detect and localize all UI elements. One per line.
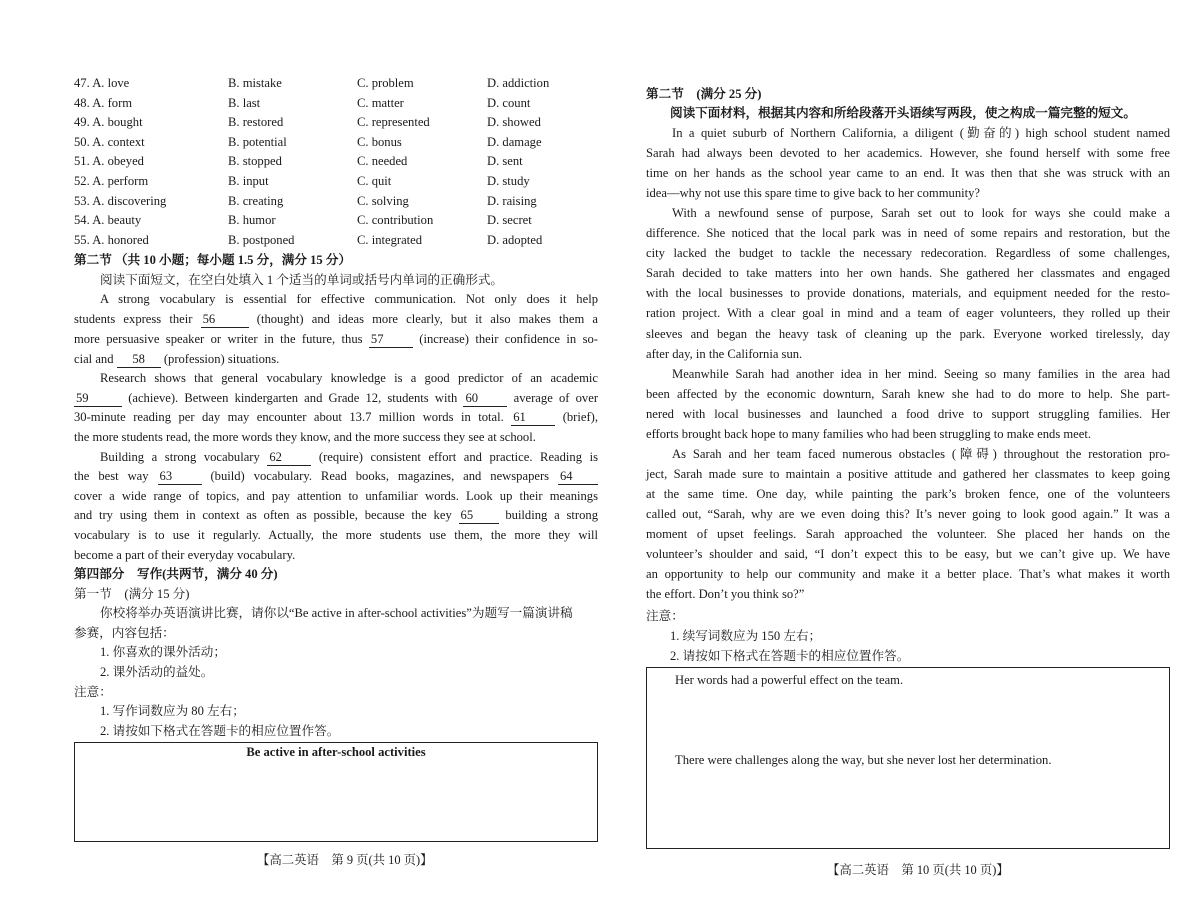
para3-line4: and try using them in context as often as possible, because the key 65 building a strong bbox=[74, 508, 598, 522]
blank-61[interactable]: 61 bbox=[511, 410, 555, 426]
para2-line3: 30-minute reading per day may encounter about 13.7 million words in total. 61 (brief), bbox=[74, 410, 598, 424]
option-d: D. count bbox=[487, 95, 531, 110]
story-line: In a quiet suburb of Northern California, a diligent (勤奋的) high school student named bbox=[672, 126, 1170, 140]
right-page bbox=[600, 0, 1200, 908]
story-line: With a newfound sense of purpose, Sarah set out to look for ways she could make a bbox=[672, 206, 1170, 221]
page-footer: 【高二英语 第 9 页(共 10 页)】 bbox=[257, 853, 433, 867]
section2-heading: 第二节 （共 10 小题；每小题 1.5 分，满分 15 分） bbox=[74, 253, 352, 267]
option-c: C. solving bbox=[357, 193, 409, 208]
note-2: 2. 请按如下格式在答题卡的相应位置作答。 bbox=[670, 649, 910, 663]
blank-63[interactable]: 63 bbox=[158, 469, 202, 485]
blank-57[interactable]: 57 bbox=[369, 332, 413, 348]
answer-box[interactable] bbox=[74, 742, 598, 842]
option-b: B. restored bbox=[228, 115, 284, 130]
para1-line4: cial and 58 (profession) situations. bbox=[74, 352, 280, 366]
story-line: volunteer’s shoulder and said, “I don’t expect this to be easy, but we can’t give up. We have bbox=[646, 547, 1170, 562]
option-b: B. input bbox=[228, 174, 269, 188]
story-line: nered with local businesses and launched a food drive to support struggling families. Her bbox=[646, 406, 1170, 421]
instruction: 阅读下面材料，根据其内容和所给段落开头语续写两段，使之构成一篇完整的短文。 bbox=[670, 106, 1136, 120]
section-heading: 第二节 (满分 25 分) bbox=[646, 87, 762, 101]
option-c: C. problem bbox=[357, 76, 414, 90]
story-line: ration project. With a clear goal in mind and a team of eager volunteers, they rolled up their bbox=[646, 306, 1170, 321]
story-line: at the same time. One day, while painting the park’s broken fence, one of the volunteers bbox=[646, 486, 1170, 501]
para1-line2: students express their 56 (thought) and ideas more clearly, but it also makes them a bbox=[74, 312, 598, 326]
option-n: 53. A. discovering bbox=[74, 193, 167, 208]
para1-line3: more persuasive speaker or writer in the future, thus 57 (increase) their confidence in so- bbox=[74, 332, 598, 346]
option-d: D. damage bbox=[487, 134, 542, 149]
option-b: B. postponed bbox=[228, 232, 295, 247]
para3-line5: vocabulary is to use it regularly. Actually, the more students use them, the more they will bbox=[74, 528, 598, 542]
continuation-box[interactable] bbox=[646, 667, 1170, 849]
option-n: 55. A. honored bbox=[74, 232, 149, 247]
para3-line2: the best way 63 (build) vocabulary. Read books, magazines, and newspapers 64 bbox=[74, 466, 598, 486]
section2-instruction: 阅读下面短文，在空白处填入 1 个适当的单词或括号内单词的正确形式。 bbox=[100, 273, 503, 287]
note-1: 1. 写作词数应为 80 左右； bbox=[100, 704, 245, 718]
story-line: As Sarah and her team faced numerous obstacles (障碍) throughout the restoration pro- bbox=[672, 446, 1170, 461]
story-line: moment of upset feelings. Sarah approached the volunteer. She placed her hands on the bbox=[646, 527, 1170, 541]
option-c: C. represented bbox=[357, 115, 430, 130]
content-item-2: 2. 课外活动的益处。 bbox=[100, 665, 214, 679]
blank-60[interactable]: 60 bbox=[463, 391, 507, 407]
story-line: difference. She noticed that the local park was in need of some repairs and restoration, but the bbox=[646, 226, 1170, 241]
option-n: 50. A. context bbox=[74, 134, 145, 149]
story-line: time on her hands as the school year came to an end. It was then that she was struck with an bbox=[646, 166, 1170, 181]
note-label: 注意： bbox=[74, 685, 112, 699]
story-line: Meanwhile Sarah had another idea in her mind. Seeing so many families in the area had bbox=[672, 366, 1170, 381]
blank-59[interactable]: 59 bbox=[74, 391, 122, 407]
option-n: 49. A. bought bbox=[74, 115, 143, 130]
box-opening-line-1: Her words had a powerful effect on the team. bbox=[675, 673, 904, 687]
option-d: D. adopted bbox=[487, 232, 543, 247]
para3-line6: become a part of their everyday vocabulary. bbox=[74, 548, 296, 562]
option-b: B. mistake bbox=[228, 76, 282, 90]
story-line: Sarah decided to take matters into her own hands. She gathered her classmates and engaged bbox=[646, 266, 1170, 281]
option-b: B. potential bbox=[228, 134, 287, 149]
page-footer: 【高二英语 第 10 页(共 10 页)】 bbox=[827, 863, 1009, 877]
part4-heading: 第四部分 写作(共两节，满分 40 分) bbox=[74, 567, 278, 581]
para1-line1: A strong vocabulary is essential for effective communication. Not only does it help bbox=[100, 292, 598, 306]
story-line: city lacked the budget to tackle the necessary redecoration. Regardless of some challenges, bbox=[646, 246, 1170, 261]
option-n: 54. A. beauty bbox=[74, 213, 142, 228]
part4-section1: 第一节 (满分 15 分) bbox=[74, 587, 190, 601]
option-b: B. creating bbox=[228, 193, 284, 208]
part4-instruction-line2: 参赛，内容包括： bbox=[74, 626, 175, 640]
blank-58[interactable]: 58 bbox=[117, 352, 161, 368]
content-item-1: 1. 你喜欢的课外活动； bbox=[100, 645, 226, 659]
option-b: B. humor bbox=[228, 213, 276, 228]
part4-instruction-line1: 你校将举办英语演讲比赛，请你以“Be active in after-school activities”为题写一篇演讲稿 bbox=[100, 606, 573, 620]
note-label: 注意： bbox=[646, 609, 684, 623]
option-c: C. matter bbox=[357, 95, 404, 110]
note-1: 1. 续写词数应为 150 左右； bbox=[670, 629, 822, 643]
option-d: D. showed bbox=[487, 115, 541, 130]
story-line: an opportunity to help our community and make it a better place. That’s what makes it worth bbox=[646, 567, 1170, 582]
option-n: 52. A. perform bbox=[74, 174, 149, 188]
story-line: idea—why not use this spare time to give back to her community? bbox=[646, 186, 981, 201]
option-d: D. study bbox=[487, 174, 530, 188]
option-c: C. quit bbox=[357, 174, 392, 188]
option-c: C. needed bbox=[357, 154, 408, 169]
blank-56[interactable]: 56 bbox=[201, 312, 249, 328]
para2-line1: Research shows that general vocabulary knowledge is a good predictor of an academic bbox=[100, 371, 598, 385]
note-2: 2. 请按如下格式在答题卡的相应位置作答。 bbox=[100, 724, 340, 738]
option-d: D. sent bbox=[487, 154, 523, 169]
option-c: C. contribution bbox=[357, 213, 434, 228]
option-b: B. last bbox=[228, 95, 261, 110]
option-n: 51. A. obeyed bbox=[74, 154, 144, 169]
story-line: sleeves and began the heavy task of cleaning up the park. Everyone worked tirelessly, day bbox=[646, 326, 1170, 341]
para2-line4: the more students read, the more words they know, and the more success they see at school. bbox=[74, 430, 536, 444]
box-opening-line-2: There were challenges along the way, but she never lost her determination. bbox=[675, 753, 1052, 767]
para3-line3: cover a wide range of topics, and pay attention to unfamiliar words. Look up their meanings bbox=[74, 489, 598, 503]
story-line: been affected by the economic downturn, Sarah knew she had to do more to help. She part- bbox=[646, 386, 1170, 401]
blank-64[interactable]: 64 bbox=[558, 469, 598, 485]
story-line: ject, Sarah made sure to maintain a positive attitude and gathered her classmates to keep going bbox=[646, 466, 1170, 481]
option-d: D. secret bbox=[487, 213, 532, 228]
blank-65[interactable]: 65 bbox=[459, 508, 499, 524]
para3-line1: Building a strong vocabulary 62 (require) consistent effort and practice. Reading is bbox=[100, 450, 598, 464]
story-line: the effort. Don’t you think so?” bbox=[646, 587, 805, 602]
para2-line2: 59 (achieve). Between kindergarten and Grade 12, students with 60 average of over bbox=[76, 391, 599, 405]
story-line: called out, “Sarah, why are we even doing this? It’s never going to look good again.” It was a bbox=[646, 506, 1170, 521]
option-d: D. addiction bbox=[487, 76, 550, 90]
story-line: after day, in the California sun. bbox=[646, 346, 803, 361]
option-c: C. integrated bbox=[357, 232, 423, 247]
story-line: with the local businesses to provide donations, materials, and equipment needed for the resto- bbox=[646, 286, 1170, 301]
option-d: D. raising bbox=[487, 193, 537, 208]
answer-box-title: Be active in after-school activities bbox=[246, 745, 426, 759]
story-line: efforts brought back hope to many families who had been struggling to make ends meet. bbox=[646, 426, 1091, 441]
blank-62[interactable]: 62 bbox=[267, 450, 311, 466]
option-n: 47. A. love bbox=[74, 76, 130, 90]
story-line: Sarah had always been devoted to her academics. However, she found herself with some free bbox=[646, 146, 1170, 161]
option-n: 48. A. form bbox=[74, 95, 133, 110]
option-b: B. stopped bbox=[228, 154, 282, 169]
option-c: C. bonus bbox=[357, 134, 402, 149]
